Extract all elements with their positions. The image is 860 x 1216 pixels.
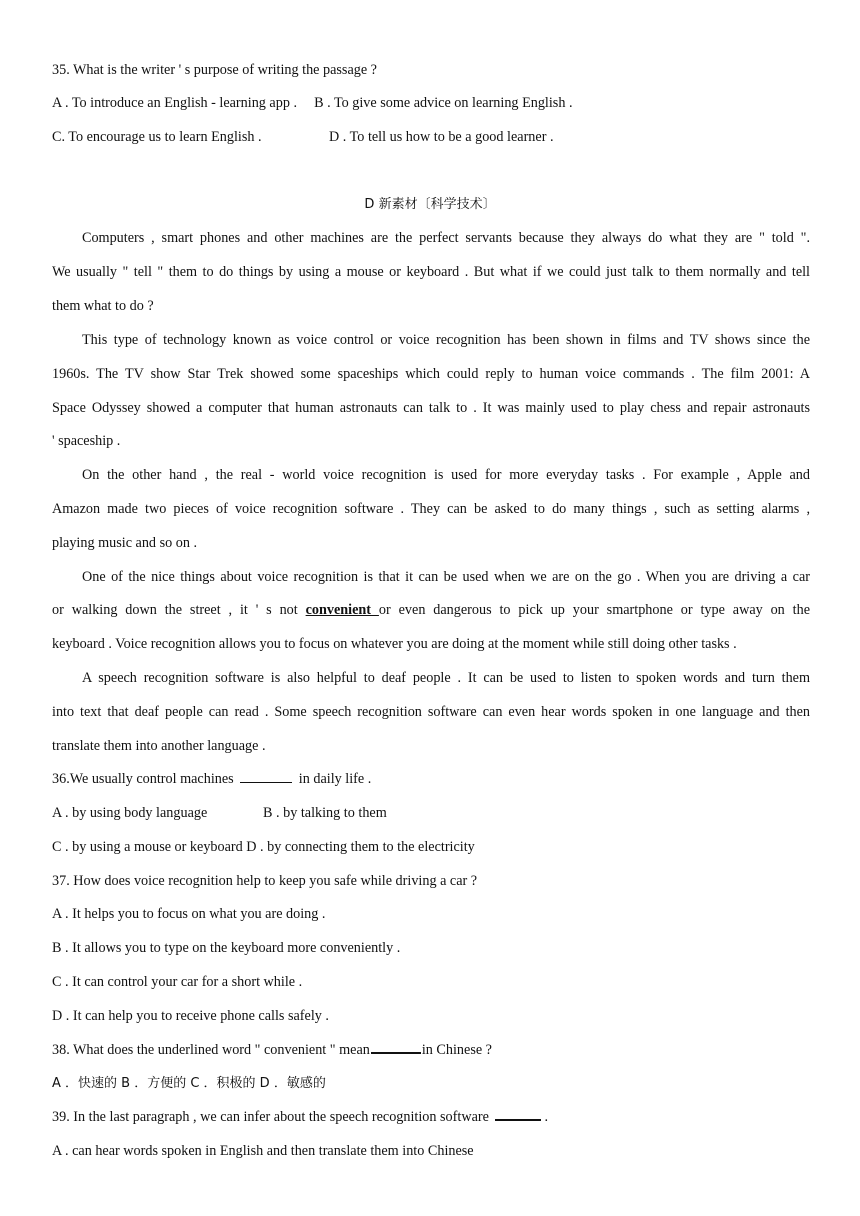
q35-option-d: D . To tell us how to be a good learner . (329, 129, 554, 145)
q35-option-c: C. To encourage us to learn English . (52, 129, 262, 145)
paragraph-4-line-3: keyboard . Voice recognition allows you to focus on whatever you are doing at the moment while still doing other tasks . (52, 636, 737, 652)
answer-blank (371, 1051, 421, 1054)
paragraph-5-line-3: translate them into another language . (52, 738, 266, 754)
paragraph-4-line-2: or walking down the street , it ' s not convenient or even dangerous to pick up your smartphone or type away on the (52, 602, 810, 618)
paragraph-4-line-1: One of the nice things about voice recognition is that it can be used when we are on the go . When you are driving a car (82, 569, 810, 585)
answer-blank (495, 1118, 541, 1121)
q36-options-ab (52, 803, 810, 823)
q36-options-cd: C . by using a mouse or keyboard D . by connecting them to the electricity (52, 839, 475, 855)
q37-option-c: C . It can control your car for a short while . (52, 974, 303, 990)
q36-option-b: B . by talking to them (263, 805, 387, 821)
paragraph-1-line-3: them what to do ? (52, 298, 154, 314)
q38-options: A ．快速的 B ．方便的 C ．积极的 D ．敏感的 (52, 1076, 326, 1091)
q39-stem: 39. In the last paragraph , we can infer about the speech recognition software . (52, 1109, 548, 1125)
section-title: D 新素材〔科学技术〕 (364, 197, 496, 212)
q38-stem: 38. What does the underlined word " convenient " mean in Chinese ? (52, 1042, 492, 1058)
q39-option-a: A . can hear words spoken in English and then translate them into Chinese (52, 1143, 474, 1159)
q37-option-b: B . It allows you to type on the keyboard more conveniently . (52, 940, 401, 956)
paragraph-3-line-2: Amazon made two pieces of voice recognition software . They can be asked to do many things , such as setting alarms , (52, 501, 810, 517)
paragraph-1-line-2: We usually " tell " them to do things by using a mouse or keyboard . But what if we could just talk to them normally and tell (52, 264, 810, 280)
answer-blank (240, 781, 292, 783)
q37-stem: 37. How does voice recognition help to keep you safe while driving a car ? (52, 873, 478, 889)
paragraph-2-line-3: Space Odyssey showed a computer that human astronauts can talk to . It was mainly used to play chess and repair astronauts (52, 400, 810, 416)
paragraph-3-line-3: playing music and so on . (52, 535, 198, 551)
q35-option-b: B . To give some advice on learning English . (314, 95, 573, 111)
paragraph-2-line-1: This type of technology known as voice control or voice recognition has been shown in films and TV shows since the (82, 332, 810, 348)
paragraph-2-line-2: 1960s. The TV show Star Trek showed some spaceships which could reply to human voice commands . The film 2001: A (52, 366, 810, 382)
q37-option-d: D . It can help you to receive phone calls safely . (52, 1008, 329, 1024)
q36-option-a: A . by using body language (52, 805, 208, 821)
q35-option-a: A . To introduce an English - learning app . (52, 95, 298, 111)
q35-stem: 35. What is the writer ' s purpose of writing the passage ? (52, 62, 377, 78)
paragraph-5-line-1: A speech recognition software is also helpful to deaf people . It can be used to listen to spoken words and turn them (82, 670, 810, 686)
q37-option-a: A . It helps you to focus on what you are doing . (52, 906, 326, 922)
q36-stem: 36.We usually control machines in daily life . (52, 771, 372, 787)
underlined-word-convenient: convenient (305, 602, 379, 618)
q35-options-ab (52, 93, 810, 113)
paragraph-3-line-1: On the other hand , the real - world voice recognition is used for more everyday tasks . For example , Apple and (82, 467, 810, 483)
paragraph-2-line-4: ' spaceship . (52, 433, 121, 449)
paragraph-1-line-1: Computers , smart phones and other machines are the perfect servants because they always do what they are " told ". (82, 230, 810, 246)
q35-options-cd (52, 127, 810, 147)
paragraph-5-line-2: into text that deaf people can read . Some speech recognition software can even hear words spoken in one language and then (52, 704, 810, 720)
